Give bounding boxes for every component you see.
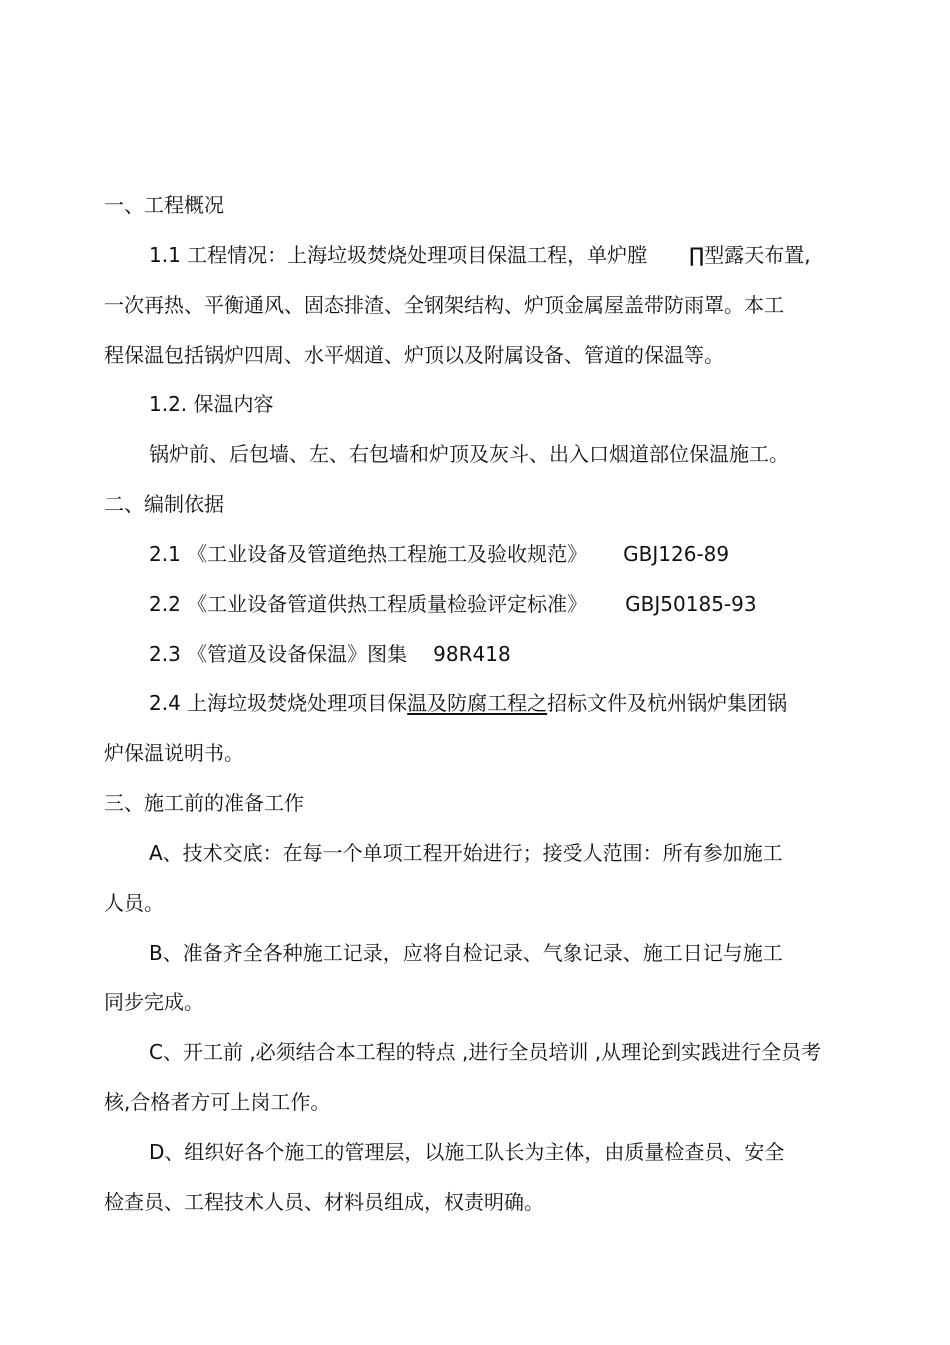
paragraph-1-1-line-2: 一次再热、平衡通风、固态排渣、全钢架结构、炉顶金属屋盖带防雨罩。本工	[104, 293, 784, 317]
paragraph-1-1-line-3: 程保温包括锅炉四周、水平烟道、炉顶以及附属设备、管道的保温等。	[104, 343, 724, 367]
reference-title: 2.1 《工业设备及管道绝热工程施工及验收规范》	[149, 542, 588, 566]
item-b-line-2: 同步完成。	[104, 990, 204, 1014]
paragraph-1-1-text-end: ∏型露天布置,	[689, 243, 811, 267]
item-d-line-2: 检查员、工程技术人员、材料员组成，权责明确。	[104, 1190, 544, 1214]
underlined-text: 温及防腐工程之	[407, 691, 548, 715]
section-heading-2: 二、编制依据	[104, 492, 224, 516]
item-c-line-1: C、开工前 ,必须结合本工程的特点 ,进行全员培训 ,从理论到实践进行全员考	[149, 1040, 822, 1064]
reference-text-end: 招标文件及杭州锅炉集团锅	[547, 691, 788, 715]
reference-code: 98R418	[433, 642, 511, 666]
reference-item-2-2	[149, 590, 757, 618]
subheading-1-2: 1.2. 保温内容	[149, 392, 274, 416]
reference-item-2-1	[149, 540, 729, 568]
section-heading-1: 一、工程概况	[104, 193, 224, 217]
item-a-line-2: 人员。	[104, 891, 164, 915]
reference-code: GBJ126-89	[623, 542, 730, 566]
item-b-line-1: B、准备齐全各种施工记录，应将自检记录、气象记录、施工日记与施工	[149, 941, 783, 965]
reference-item-2-4-line-1	[149, 689, 787, 717]
item-c-line-2: 核,合格者方可上岗工作。	[104, 1090, 331, 1114]
paragraph-1-1-text: 1.1 工程情况：上海垃圾焚烧处理项目保温工程，单炉膛	[149, 243, 648, 267]
section-heading-3: 三、施工前的准备工作	[104, 791, 304, 815]
reference-item-2-3	[149, 640, 511, 668]
item-d-line-1: D、组织好各个施工的管理层，以施工队长为主体，由质量检查员、安全	[149, 1140, 785, 1164]
item-a-line-1: A、技术交底：在每一个单项工程开始进行；接受人范围：所有参加施工	[149, 841, 783, 865]
reference-text: 2.4 上海垃圾焚烧处理项目保	[149, 691, 408, 715]
reference-item-2-4-line-2: 炉保温说明书。	[104, 741, 244, 765]
reference-title: 2.3 《管道及设备保温》图集	[149, 642, 408, 666]
reference-code: GBJ50185-93	[625, 592, 757, 616]
paragraph-1-1-line-1	[149, 241, 811, 269]
paragraph-1-2: 锅炉前、后包墙、左、右包墙和炉顶及灰斗、出入口烟道部位保温施工。	[149, 442, 789, 466]
reference-title: 2.2 《工业设备管道供热工程质量检验评定标准》	[149, 592, 588, 616]
